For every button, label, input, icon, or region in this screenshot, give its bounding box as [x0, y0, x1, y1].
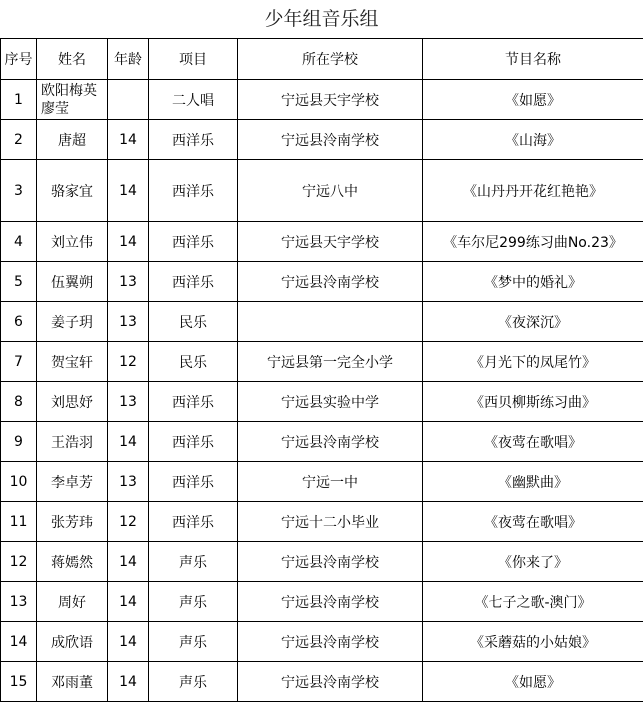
- cell-program: 《夜深沉》: [423, 302, 643, 342]
- cell-no: 8: [1, 382, 37, 422]
- table-row: [1, 80, 643, 120]
- cell-age: 12: [108, 342, 149, 382]
- cell-school: 宁远县第一完全小学: [238, 342, 423, 382]
- cell-name: 欧阳梅英 廖莹: [37, 80, 108, 120]
- cell-name: 刘立伟: [37, 222, 108, 262]
- cell-no: 11: [1, 502, 37, 542]
- cell-no: 1: [1, 80, 37, 120]
- cell-no: 7: [1, 342, 37, 382]
- cell-school: 宁远县泠南学校: [238, 542, 423, 582]
- cell-program: 《夜莺在歌唱》: [423, 502, 643, 542]
- cell-program: 《七子之歌-澳门》: [423, 582, 643, 622]
- table-row: [1, 222, 643, 262]
- cell-school: 宁远县天宇学校: [238, 222, 423, 262]
- cell-program: 《山丹丹开花红艳艳》: [423, 160, 643, 222]
- table-row: [1, 582, 643, 622]
- cell-item: 西洋乐: [149, 382, 238, 422]
- cell-no: 13: [1, 582, 37, 622]
- cell-school: 宁远八中: [238, 160, 423, 222]
- cell-age: 13: [108, 262, 149, 302]
- cell-no: 10: [1, 462, 37, 502]
- cell-name: 王浩羽: [37, 422, 108, 462]
- cell-name: 姜子玥: [37, 302, 108, 342]
- cell-age: 14: [108, 542, 149, 582]
- cell-item: 西洋乐: [149, 120, 238, 160]
- cell-program: 《如愿》: [423, 80, 643, 120]
- header-row: [1, 39, 643, 80]
- cell-age: 14: [108, 662, 149, 702]
- cell-program: 《梦中的婚礼》: [423, 262, 643, 302]
- header-no: 序号: [1, 39, 37, 80]
- cell-name: 李卓芳: [37, 462, 108, 502]
- cell-no: 9: [1, 422, 37, 462]
- program-table: [0, 38, 643, 702]
- table-row: [1, 302, 643, 342]
- table-row: [1, 622, 643, 662]
- cell-school: 宁远县泠南学校: [238, 120, 423, 160]
- cell-no: 2: [1, 120, 37, 160]
- cell-item: 民乐: [149, 302, 238, 342]
- cell-age: [108, 80, 149, 120]
- table-row: [1, 542, 643, 582]
- cell-program: 《幽默曲》: [423, 462, 643, 502]
- table-row: [1, 382, 643, 422]
- table-row: [1, 120, 643, 160]
- cell-program: 《山海》: [423, 120, 643, 160]
- cell-name: 周好: [37, 582, 108, 622]
- cell-school: 宁远县实验中学: [238, 382, 423, 422]
- header-age: 年龄: [108, 39, 149, 80]
- cell-name: 伍翼朔: [37, 262, 108, 302]
- header-school: 所在学校: [238, 39, 423, 80]
- cell-no: 3: [1, 160, 37, 222]
- cell-no: 5: [1, 262, 37, 302]
- cell-item: 民乐: [149, 342, 238, 382]
- cell-program: 《你来了》: [423, 542, 643, 582]
- cell-item: 声乐: [149, 582, 238, 622]
- cell-name: 蒋嫣然: [37, 542, 108, 582]
- cell-age: 13: [108, 302, 149, 342]
- cell-name: 唐超: [37, 120, 108, 160]
- cell-no: 15: [1, 662, 37, 702]
- header-item: 项目: [149, 39, 238, 80]
- table-row: [1, 262, 643, 302]
- cell-no: 6: [1, 302, 37, 342]
- cell-no: 4: [1, 222, 37, 262]
- cell-age: 14: [108, 422, 149, 462]
- cell-item: 西洋乐: [149, 262, 238, 302]
- cell-item: 声乐: [149, 662, 238, 702]
- cell-school: 宁远县天宇学校: [238, 80, 423, 120]
- cell-age: 14: [108, 222, 149, 262]
- table-row: [1, 502, 643, 542]
- cell-school: 宁远一中: [238, 462, 423, 502]
- cell-name: 骆家宜: [37, 160, 108, 222]
- cell-age: 14: [108, 120, 149, 160]
- cell-item: 西洋乐: [149, 160, 238, 222]
- cell-program: 《车尔尼299练习曲No.23》: [423, 222, 643, 262]
- cell-school: 宁远十二小毕业: [238, 502, 423, 542]
- cell-program: 《月光下的凤尾竹》: [423, 342, 643, 382]
- cell-school: 宁远县泠南学校: [238, 422, 423, 462]
- table-row: [1, 342, 643, 382]
- cell-school: 宁远县泠南学校: [238, 582, 423, 622]
- table-row: [1, 422, 643, 462]
- cell-item: 西洋乐: [149, 462, 238, 502]
- cell-name: 邓雨董: [37, 662, 108, 702]
- cell-item: 西洋乐: [149, 222, 238, 262]
- cell-name: 张芳玮: [37, 502, 108, 542]
- cell-age: 12: [108, 502, 149, 542]
- cell-school: 宁远县泠南学校: [238, 662, 423, 702]
- cell-school: 宁远县泠南学校: [238, 262, 423, 302]
- table-row: [1, 662, 643, 702]
- cell-item: 声乐: [149, 622, 238, 662]
- cell-age: 14: [108, 622, 149, 662]
- cell-age: 14: [108, 582, 149, 622]
- header-name: 姓名: [37, 39, 108, 80]
- cell-school: [238, 302, 423, 342]
- cell-age: 14: [108, 160, 149, 222]
- cell-name: 贺宝轩: [37, 342, 108, 382]
- page-title: 少年组音乐组: [0, 0, 643, 38]
- cell-program: 《如愿》: [423, 662, 643, 702]
- table-row: [1, 462, 643, 502]
- cell-program: 《西贝柳斯练习曲》: [423, 382, 643, 422]
- cell-program: 《采蘑菇的小姑娘》: [423, 622, 643, 662]
- cell-item: 西洋乐: [149, 502, 238, 542]
- header-program: 节目名称: [423, 39, 643, 80]
- cell-item: 声乐: [149, 542, 238, 582]
- cell-item: 二人唱: [149, 80, 238, 120]
- cell-program: 《夜莺在歌唱》: [423, 422, 643, 462]
- cell-name: 成欣语: [37, 622, 108, 662]
- cell-age: 13: [108, 462, 149, 502]
- cell-age: 13: [108, 382, 149, 422]
- cell-item: 西洋乐: [149, 422, 238, 462]
- table-row: [1, 160, 643, 222]
- cell-no: 12: [1, 542, 37, 582]
- cell-school: 宁远县泠南学校: [238, 622, 423, 662]
- cell-no: 14: [1, 622, 37, 662]
- cell-name: 刘思妤: [37, 382, 108, 422]
